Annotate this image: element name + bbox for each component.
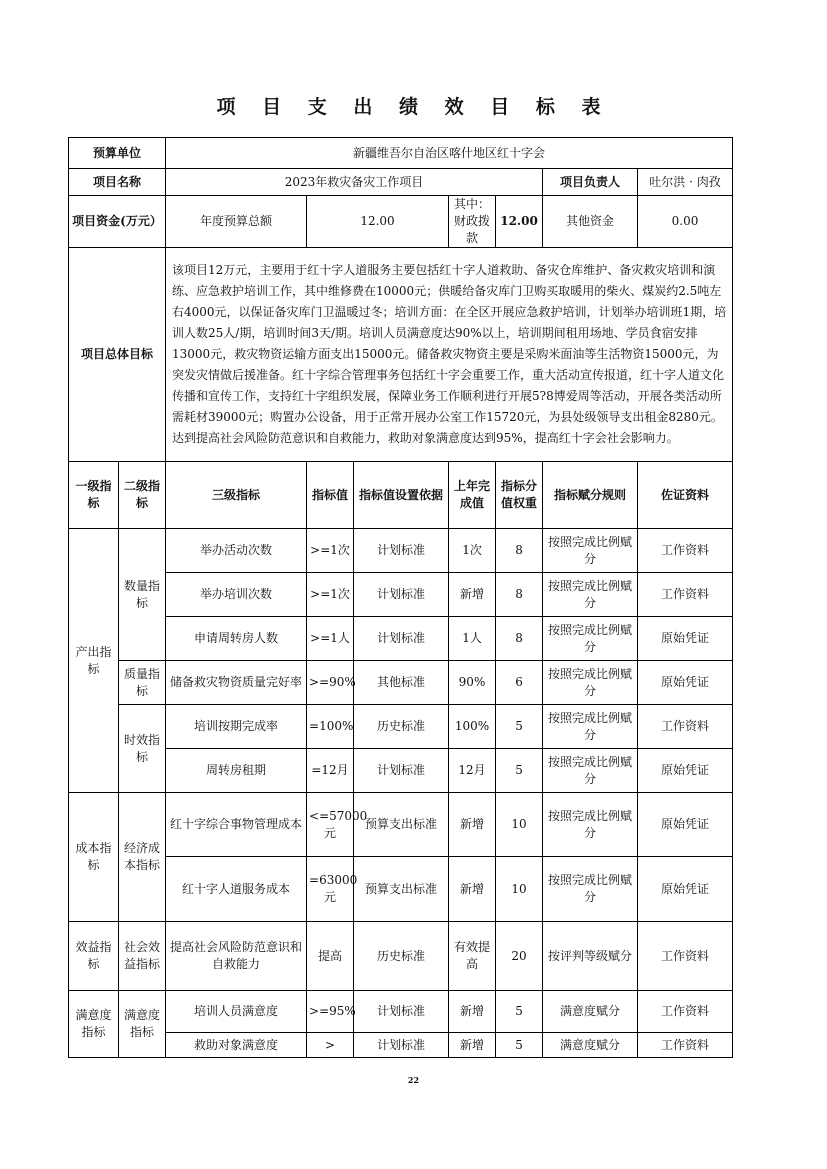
other-funds-label: 其他资金 (543, 196, 638, 248)
table-row (69, 922, 733, 991)
indicator-last-year: 100% (449, 705, 496, 749)
indicator-evidence: 原始凭证 (638, 617, 733, 661)
indicator-rule: 按评判等级赋分 (543, 922, 638, 991)
table-row (69, 749, 733, 793)
overall-goal-text: 该项目12万元，主要用于红十字人道服务主要包括红十字人道救助、备灾仓库维护、备灾救灾培训和演练、应急救护培训工作，其中维修费在10000元；供暖给备灾库门卫购买取暖用的柴火、煤炭约2.5吨左右4000元，以保证备灾库门卫温暖过冬；培训方面：在全区开展应急救护培训，计划举办培训班1期，培训人数25人/期，培训时间3天/期。培训人员满意度达90%以上，培训期间租用场地、学员食宿安排13000元，救灾物资运输方面支出15000元。储备救灾物资主要是采购米面油等生活物资15000元，为突发灾情做后援准备。红十字综合管理事务包括红十字会重要工作，重大活动宣传报道，红十字人道文化传播和宣传工作，支持红十字组织发展，保障业务工作顺利进行开展5?8博爱周等活动，开展各类活动所需耗材39000元；购置办公设备，用于正常开展办公室工作15720元，为县处级领导支出租金8280元。达到提高社会风险防范意识和自救能力，救助对象满意度达到95%，提高红十字会社会影响力。 (166, 248, 733, 462)
page-title: 项 目 支 出 绩 效 目 标 表 (216, 96, 611, 118)
indicator-rule: 按照完成比例赋分 (543, 749, 638, 793)
indicator-evidence: 工作资料 (638, 705, 733, 749)
table-row (69, 529, 733, 573)
table-row (69, 617, 733, 661)
indicator-name: 举办培训次数 (166, 573, 307, 617)
indicator-evidence: 原始凭证 (638, 661, 733, 705)
group-timeliness: 时效指标 (119, 705, 166, 793)
indicator-weight: 10 (496, 857, 543, 922)
group-output: 产出指标 (69, 529, 119, 793)
indicator-last-year: 新增 (449, 793, 496, 857)
indicator-evidence: 工作资料 (638, 529, 733, 573)
indicator-value: <=57000元 (307, 793, 354, 857)
group-social-benefit: 社会效益指标 (119, 922, 166, 991)
indicator-weight: 8 (496, 617, 543, 661)
indicator-evidence: 工作资料 (638, 922, 733, 991)
table-row (69, 991, 733, 1033)
indicator-basis: 预算支出标准 (354, 857, 449, 922)
project-name-label: 项目名称 (69, 169, 166, 196)
indicator-value: =100% (307, 705, 354, 749)
indicator-name: 红十字综合事物管理成本 (166, 793, 307, 857)
indicator-rule: 按照完成比例赋分 (543, 529, 638, 573)
funds-label: 项目资金(万元） (69, 196, 166, 248)
table-row (69, 793, 733, 857)
annual-budget-value: 12.00 (307, 196, 449, 248)
indicator-basis: 历史标准 (354, 922, 449, 991)
indicator-evidence: 工作资料 (638, 991, 733, 1033)
performance-target-table (68, 137, 733, 1058)
indicator-basis: 计划标准 (354, 529, 449, 573)
indicator-weight: 6 (496, 661, 543, 705)
group-economic-cost: 经济成本指标 (119, 793, 166, 922)
indicator-value: 提高 (307, 922, 354, 991)
indicator-value: >=1人 (307, 617, 354, 661)
indicator-last-year: 新增 (449, 573, 496, 617)
indicator-weight: 10 (496, 793, 543, 857)
indicator-last-year: 新增 (449, 857, 496, 922)
header-weight: 指标分值权重 (496, 462, 543, 529)
indicator-value: >=95% (307, 991, 354, 1033)
page-number: 22 (407, 1075, 420, 1085)
header-level2: 二级指标 (119, 462, 166, 529)
indicator-value: =63000元 (307, 857, 354, 922)
indicator-weight: 5 (496, 705, 543, 749)
indicator-evidence: 工作资料 (638, 573, 733, 617)
indicator-name: 周转房租期 (166, 749, 307, 793)
indicator-weight: 8 (496, 529, 543, 573)
annual-budget-label: 年度预算总额 (166, 196, 307, 248)
indicator-name: 培训人员满意度 (166, 991, 307, 1033)
indicator-basis: 计划标准 (354, 749, 449, 793)
header-last-year: 上年完成值 (449, 462, 496, 529)
indicator-last-year: 12月 (449, 749, 496, 793)
indicator-weight: 20 (496, 922, 543, 991)
indicator-rule: 按照完成比例赋分 (543, 857, 638, 922)
indicator-rule: 按照完成比例赋分 (543, 661, 638, 705)
indicator-weight: 5 (496, 749, 543, 793)
header-level1: 一级指标 (69, 462, 119, 529)
indicator-basis: 计划标准 (354, 1033, 449, 1058)
group-satisfaction: 满意度指标 (69, 991, 119, 1058)
indicator-rule: 按照完成比例赋分 (543, 793, 638, 857)
indicator-value: =12月 (307, 749, 354, 793)
fiscal-allocation-value: 12.00 (496, 196, 543, 248)
indicator-last-year: 有效提高 (449, 922, 496, 991)
table-row (69, 1033, 733, 1058)
header-value: 指标值 (307, 462, 354, 529)
group-quantity: 数量指标 (119, 529, 166, 661)
indicator-value: >=90% (307, 661, 354, 705)
table-row (69, 705, 733, 749)
indicator-last-year: 1人 (449, 617, 496, 661)
indicator-weight: 8 (496, 573, 543, 617)
indicator-name: 储备救灾物资质量完好率 (166, 661, 307, 705)
indicator-basis: 历史标准 (354, 705, 449, 749)
indicator-evidence: 原始凭证 (638, 793, 733, 857)
indicator-name: 提高社会风险防范意识和自救能力 (166, 922, 307, 991)
indicator-evidence: 原始凭证 (638, 857, 733, 922)
table-row (69, 857, 733, 922)
indicator-rule: 按照完成比例赋分 (543, 573, 638, 617)
indicator-weight: 5 (496, 991, 543, 1033)
project-leader-value: 吐尔洪 · 肉孜 (638, 169, 733, 196)
group-quality: 质量指标 (119, 661, 166, 705)
indicator-last-year: 1次 (449, 529, 496, 573)
indicator-basis: 计划标准 (354, 991, 449, 1033)
indicator-last-year: 新增 (449, 991, 496, 1033)
table-row (69, 573, 733, 617)
indicator-last-year: 新增 (449, 1033, 496, 1058)
header-level3: 三级指标 (166, 462, 307, 529)
indicator-rule: 满意度赋分 (543, 1033, 638, 1058)
group-satisfaction-sub: 满意度指标 (119, 991, 166, 1058)
group-benefit: 效益指标 (69, 922, 119, 991)
header-rule: 指标赋分规则 (543, 462, 638, 529)
group-cost: 成本指标 (69, 793, 119, 922)
project-name-value: 2023年救灾备灾工作项目 (166, 169, 543, 196)
table-row (69, 661, 733, 705)
indicator-name: 培训按期完成率 (166, 705, 307, 749)
indicator-name: 申请周转房人数 (166, 617, 307, 661)
indicator-basis: 其他标准 (354, 661, 449, 705)
indicator-basis: 预算支出标准 (354, 793, 449, 857)
indicator-last-year: 90% (449, 661, 496, 705)
fiscal-allocation-label: 其中：财政拨款 (449, 196, 496, 248)
overall-goal-label: 项目总体目标 (69, 248, 166, 462)
indicator-value: >=1次 (307, 573, 354, 617)
indicator-rule: 满意度赋分 (543, 991, 638, 1033)
indicator-evidence: 工作资料 (638, 1033, 733, 1058)
indicator-name: 救助对象满意度 (166, 1033, 307, 1058)
indicator-rule: 按照完成比例赋分 (543, 705, 638, 749)
other-funds-value: 0.00 (638, 196, 733, 248)
header-basis: 指标值设置依据 (354, 462, 449, 529)
project-leader-label: 项目负责人 (543, 169, 638, 196)
budget-unit-value: 新疆维吾尔自治区喀什地区红十字会 (166, 138, 733, 169)
indicator-evidence: 原始凭证 (638, 749, 733, 793)
indicator-basis: 计划标准 (354, 617, 449, 661)
indicator-name: 红十字人道服务成本 (166, 857, 307, 922)
indicator-basis: 计划标准 (354, 573, 449, 617)
indicator-weight: 5 (496, 1033, 543, 1058)
indicator-name: 举办活动次数 (166, 529, 307, 573)
budget-unit-label: 预算单位 (69, 138, 166, 169)
indicator-rule: 按照完成比例赋分 (543, 617, 638, 661)
indicator-value: >=1次 (307, 529, 354, 573)
header-evidence: 佐证资料 (638, 462, 733, 529)
indicator-value: > (307, 1033, 354, 1058)
